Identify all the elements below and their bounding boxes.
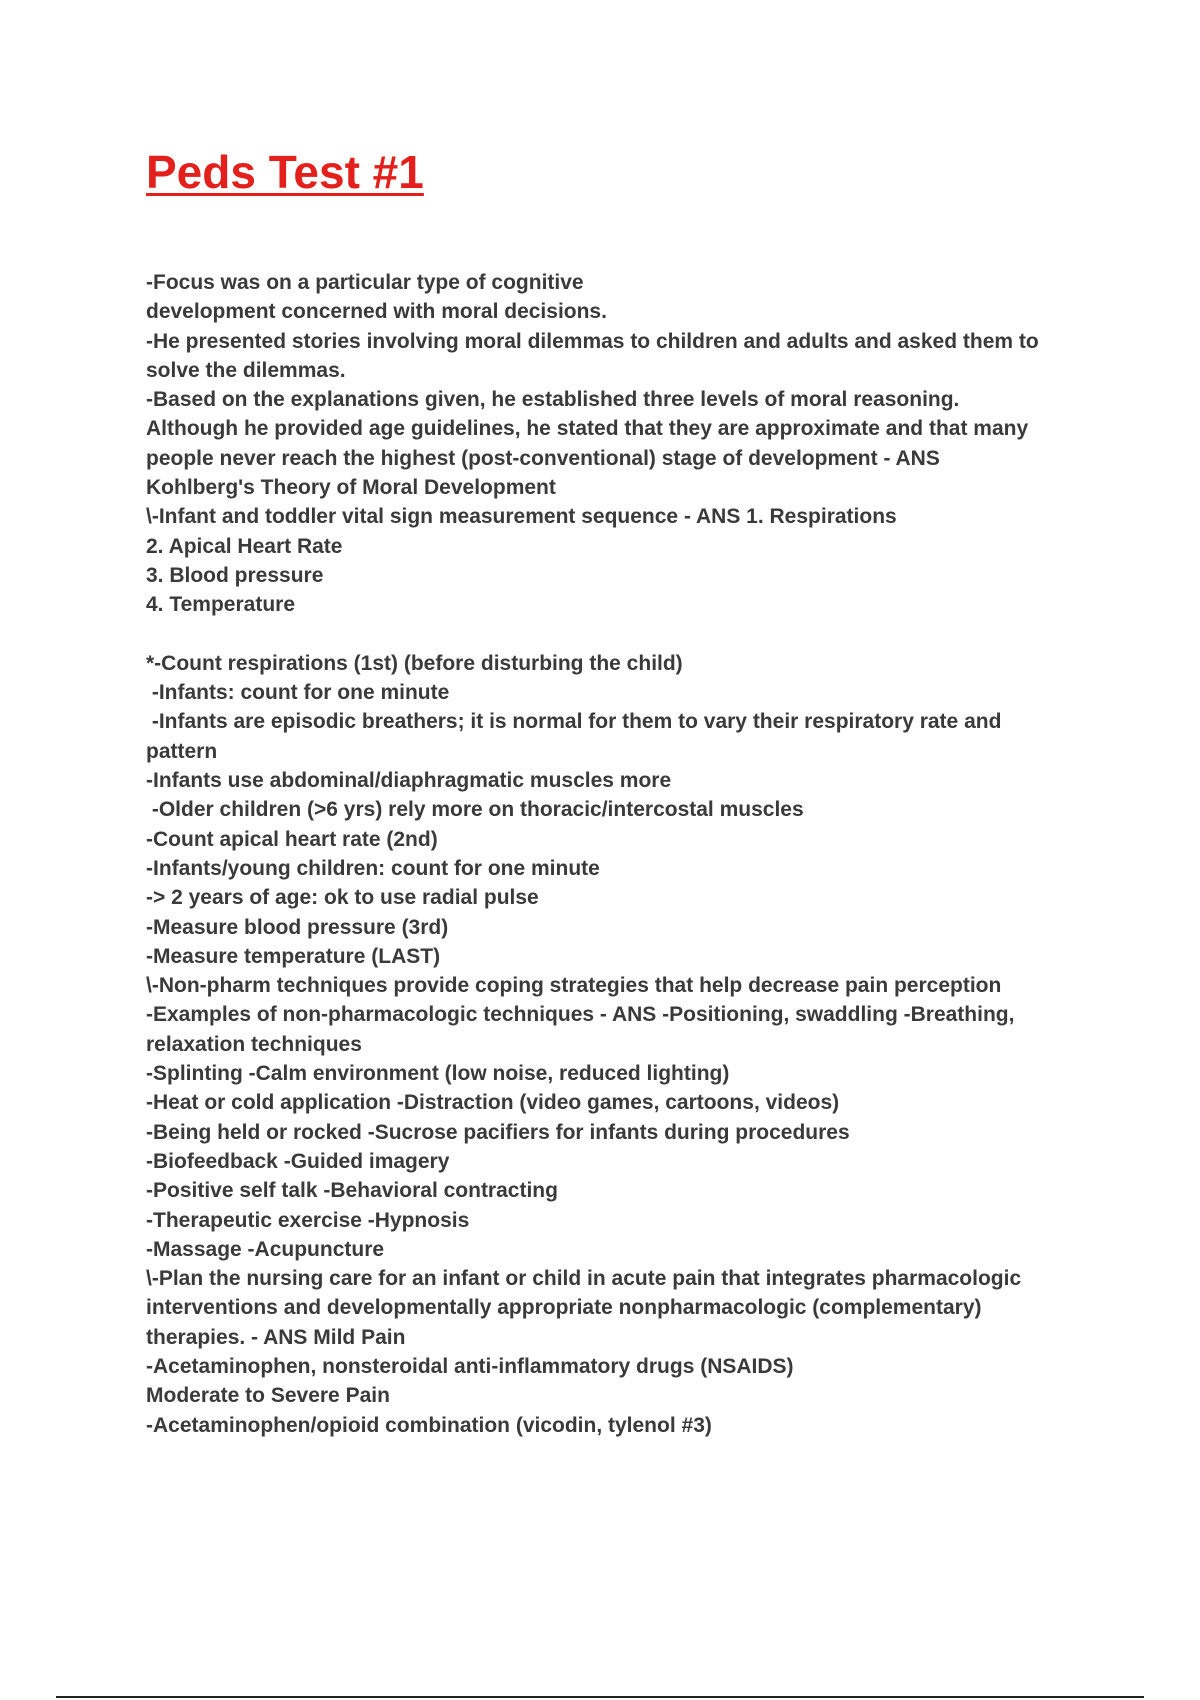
text-line: -Older children (>6 yrs) rely more on thoracic/intercostal muscles: [146, 798, 804, 822]
text-line: solve the dilemmas.: [146, 358, 346, 382]
text-line: -Count apical heart rate (2nd): [146, 827, 438, 851]
text-line: \-Non-pharm techniques provide coping strategies that help decrease pain perception: [146, 974, 1002, 998]
blank-line: [146, 620, 1106, 649]
text-line: *-Count respirations (1st) (before disturbing the child): [146, 651, 683, 675]
document-title: Peds Test #1: [146, 146, 424, 198]
text-line: -Infants use abdominal/diaphragmatic muscles more: [146, 769, 672, 793]
text-line: -Measure blood pressure (3rd): [146, 915, 449, 939]
text-line: -Examples of non-pharmacologic techniques - ANS -Positioning, swaddling -Breathing,: [146, 1003, 1015, 1027]
text-line: Kohlberg's Theory of Moral Development: [146, 476, 556, 500]
text-line: relaxation techniques: [146, 1032, 362, 1056]
text-line: -Positive self talk -Behavioral contracting: [146, 1179, 558, 1203]
text-line: -Acetaminophen, nonsteroidal anti-inflammatory drugs (NSAIDS): [146, 1354, 794, 1378]
text-line: therapies. - ANS Mild Pain: [146, 1325, 406, 1349]
text-line: 3. Blood pressure: [146, 563, 324, 587]
text-line: -Infants: count for one minute: [146, 681, 450, 705]
text-line: -Infants/young children: count for one minute: [146, 856, 600, 880]
text-line: -Being held or rocked -Sucrose pacifiers for infants during procedures: [146, 1120, 850, 1144]
text-line: -Measure temperature (LAST): [146, 944, 441, 968]
document-body: [146, 268, 1106, 1440]
text-line: -Therapeutic exercise -Hypnosis: [146, 1208, 470, 1232]
text-line: -Focus was on a particular type of cognitive: [146, 271, 584, 294]
text-line: -He presented stories involving moral dilemmas to children and adults and asked them to: [146, 329, 1039, 353]
text-line: -Biofeedback -Guided imagery: [146, 1149, 450, 1173]
text-line: -Heat or cold application -Distraction (video games, cartoons, videos): [146, 1091, 840, 1115]
page-bottom-rule: [56, 1696, 1144, 1698]
text-line: Moderate to Severe Pain: [146, 1384, 390, 1408]
text-line: interventions and developmentally appropriate nonpharmacologic (complementary): [146, 1296, 982, 1320]
text-line: pattern: [146, 739, 218, 763]
text-line: 2. Apical Heart Rate: [146, 534, 343, 558]
text-line: Although he provided age guidelines, he stated that they are approximate and that many: [146, 417, 1029, 441]
text-line: -Based on the explanations given, he established three levels of moral reasoning.: [146, 388, 960, 412]
text-line: \-Infant and toddler vital sign measurement sequence - ANS 1. Respirations: [146, 505, 897, 529]
text-line: development concerned with moral decisions.: [146, 300, 607, 324]
text-line: people never reach the highest (post-conventional) stage of development - ANS: [146, 446, 940, 470]
text-line: -Acetaminophen/opioid combination (vicodin, tylenol #3): [146, 1413, 712, 1437]
text-line: -Infants are episodic breathers; it is normal for them to vary their respiratory rate and: [146, 710, 1002, 734]
text-line: -Splinting -Calm environment (low noise, reduced lighting): [146, 1062, 730, 1086]
text-line: \-Plan the nursing care for an infant or child in acute pain that integrates pharmacologic: [146, 1267, 1022, 1291]
text-line: -Massage -Acupuncture: [146, 1237, 385, 1261]
text-line: -> 2 years of age: ok to use radial pulse: [146, 886, 539, 910]
text-line: 4. Temperature: [146, 593, 295, 617]
